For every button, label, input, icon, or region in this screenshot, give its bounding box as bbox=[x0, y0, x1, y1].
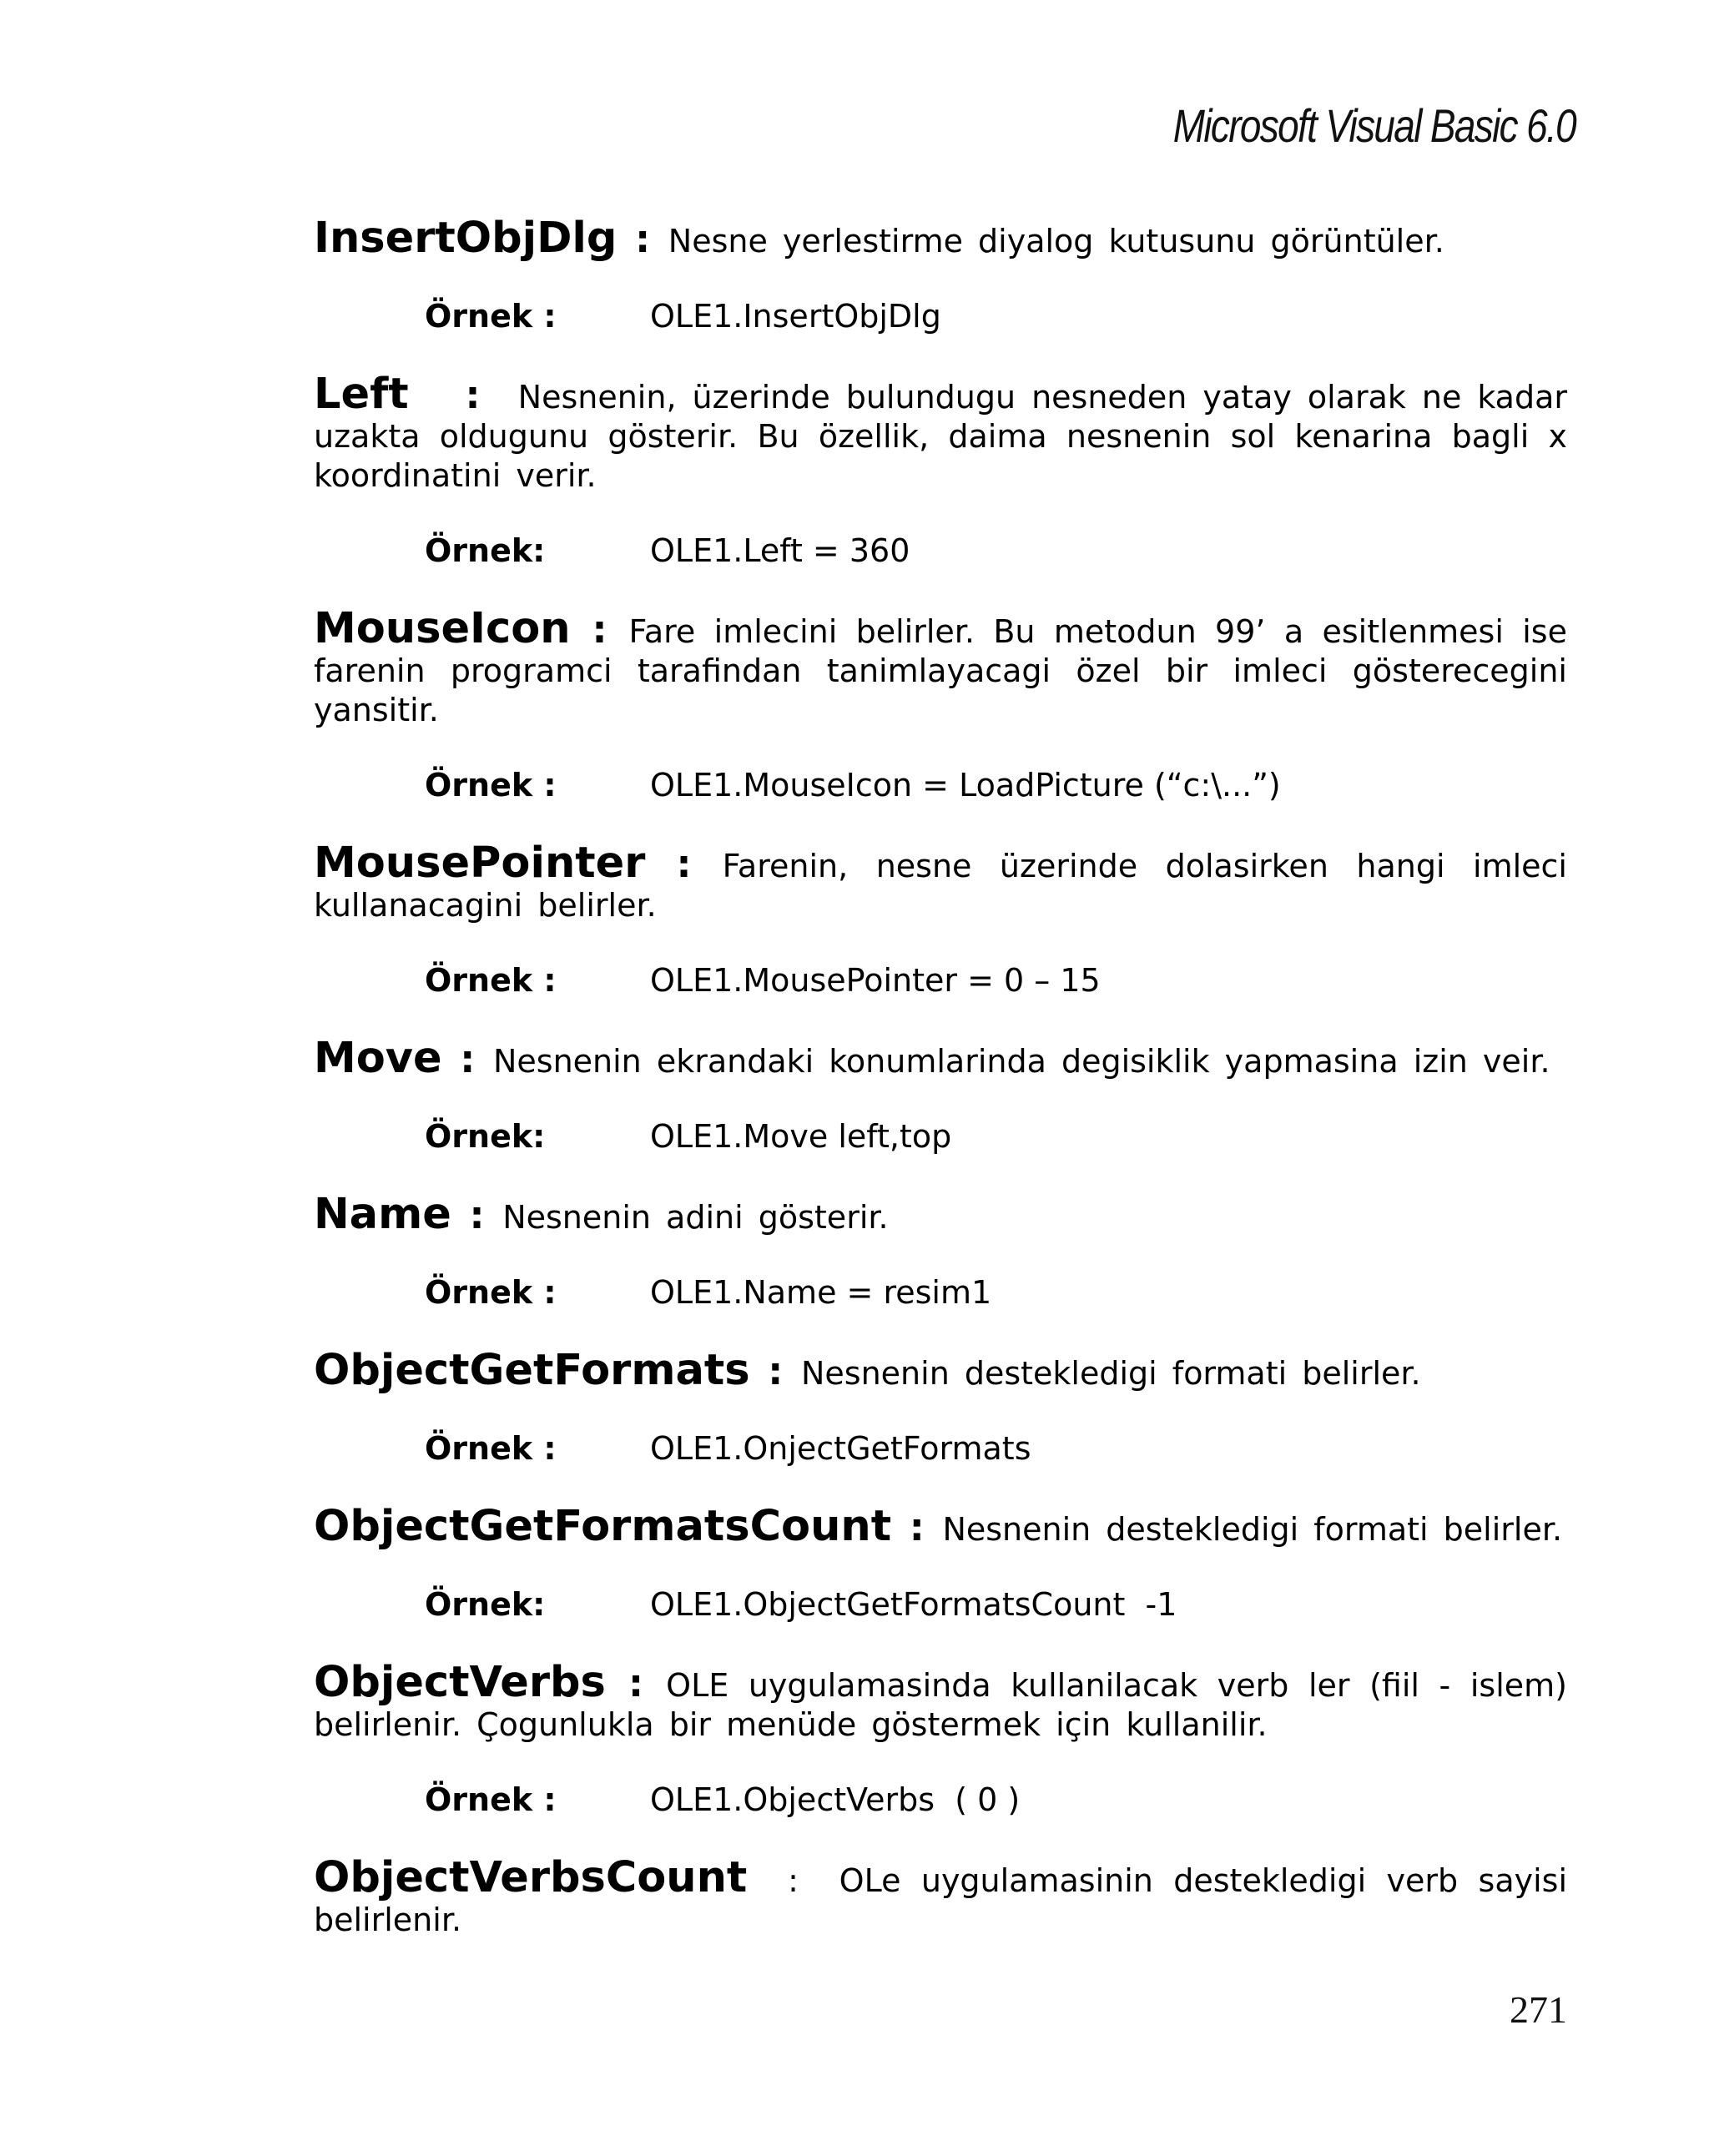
term-separator: : bbox=[605, 1661, 667, 1705]
entry-insertobjdlg bbox=[314, 214, 1567, 336]
example-line bbox=[314, 1429, 1567, 1468]
example-code: OLE1.Name = resim1 bbox=[650, 1274, 992, 1311]
example-line bbox=[314, 961, 1567, 1000]
property-list bbox=[314, 214, 1568, 1940]
definition-paragraph bbox=[314, 1853, 1567, 1940]
term-separator: : bbox=[747, 1862, 839, 1899]
entry-mouseicon bbox=[314, 604, 1567, 805]
example-line bbox=[314, 1117, 1567, 1156]
term-heading: ObjectVerbsCount bbox=[314, 1853, 748, 1902]
entry-objectverbs bbox=[314, 1658, 1567, 1820]
example-label: Örnek: bbox=[425, 532, 546, 569]
example-code: OLE1.OnjectGetFormats bbox=[650, 1430, 1031, 1467]
entry-move bbox=[314, 1034, 1567, 1156]
definition-paragraph bbox=[314, 214, 1567, 263]
example-line bbox=[314, 297, 1567, 336]
example-label: Örnek : bbox=[425, 767, 557, 803]
term-heading: InsertObjDlg bbox=[314, 214, 618, 263]
definition-paragraph bbox=[314, 1346, 1567, 1395]
term-heading: Left bbox=[314, 370, 409, 419]
example-code: OLE1.MousePointer = 0 – 15 bbox=[650, 962, 1101, 999]
term-heading: ObjectGetFormatsCount bbox=[314, 1502, 892, 1551]
definition-text: Farenin, nesne üzerinde dolasirken hangi imleci kullanacagini belirler. bbox=[314, 848, 1567, 924]
example-label: Örnek : bbox=[425, 1430, 557, 1467]
example-code: OLE1.InsertObjDlg bbox=[650, 298, 941, 335]
example-line bbox=[314, 1781, 1567, 1820]
term-heading: ObjectGetFormats bbox=[314, 1346, 750, 1395]
definition-text: Nesnenin, üzerinde bulundugu nesneden yatay olarak ne kadar uzakta oldugunu gösterir. Bu özellik, daima nesnenin sol kenarina bagli x koordinatini verir. bbox=[314, 379, 1568, 494]
term-separator: : bbox=[617, 217, 668, 261]
definition-text: Nesnenin destekledigi formati belirler. bbox=[942, 1511, 1563, 1548]
definition-paragraph bbox=[314, 604, 1567, 730]
entry-name bbox=[314, 1190, 1567, 1312]
example-code: OLE1.Left = 360 bbox=[650, 532, 910, 569]
term-separator: : bbox=[570, 607, 629, 652]
term-separator: : bbox=[645, 842, 723, 886]
definition-text: Nesnenin ekrandaki konumlarinda degisiklik yapmasina izin veir. bbox=[492, 1043, 1550, 1080]
example-label: Örnek : bbox=[425, 1274, 557, 1311]
term-separator: : bbox=[891, 1505, 943, 1549]
definition-text: Nesne yerlestirme diyalog kutusunu görüntüler. bbox=[668, 223, 1444, 259]
running-header: Microsoft Visual Basic 6.0 bbox=[1172, 99, 1575, 152]
example-label: Örnek : bbox=[425, 1781, 557, 1818]
entry-left bbox=[314, 370, 1568, 571]
example-line bbox=[314, 766, 1567, 805]
example-label: Örnek: bbox=[425, 1118, 546, 1155]
term-heading: Move bbox=[314, 1034, 442, 1083]
example-code: OLE1.ObjectGetFormatsCount -1 bbox=[650, 1586, 1177, 1623]
entry-objectgetformats bbox=[314, 1346, 1567, 1468]
term-heading: ObjectVerbs bbox=[314, 1658, 606, 1707]
example-label: Örnek : bbox=[425, 962, 557, 999]
example-label: Örnek: bbox=[425, 1586, 546, 1623]
term-separator: : bbox=[451, 1193, 503, 1237]
entry-mousepointer bbox=[314, 839, 1567, 1000]
term-heading: Name bbox=[314, 1190, 451, 1239]
definition-text: Nesnenin adini gösterir. bbox=[502, 1199, 889, 1236]
page-number: 271 bbox=[1510, 1988, 1567, 2031]
definition-paragraph bbox=[314, 1502, 1567, 1551]
definition-text: OLE uygulamasinda kullanilacak verb ler (fiil - islem) belirlenir. Çogunlukla bir menüde göstermek için kullanilir. bbox=[314, 1667, 1567, 1743]
term-heading: MousePointer bbox=[314, 839, 646, 888]
entry-objectverbscount bbox=[314, 1853, 1567, 1940]
example-code: OLE1.Move left,top bbox=[650, 1118, 952, 1155]
example-label: Örnek : bbox=[425, 298, 557, 335]
term-heading: MouseIcon bbox=[314, 604, 571, 653]
term-separator: : bbox=[441, 1037, 493, 1081]
entry-objectgetformatscount bbox=[314, 1502, 1567, 1625]
definition-paragraph bbox=[314, 1034, 1567, 1083]
definition-paragraph bbox=[314, 1658, 1567, 1745]
example-code: OLE1.ObjectVerbs ( 0 ) bbox=[650, 1781, 1021, 1818]
definition-text: Nesnenin destekledigi formati belirler. bbox=[800, 1355, 1421, 1392]
definition-paragraph bbox=[314, 839, 1567, 925]
example-line bbox=[314, 531, 1567, 571]
definition-text: Fare imlecini belirler. Bu metodun 99’ a esitlenmesi ise farenin programci tarafindan tanimlayacagi özel bir imleci gösterecegini yansitir. bbox=[314, 613, 1567, 728]
definition-paragraph bbox=[314, 370, 1568, 496]
term-separator: : bbox=[408, 373, 518, 417]
term-separator: : bbox=[749, 1349, 801, 1393]
definition-paragraph bbox=[314, 1190, 1567, 1239]
definition-text: OLe uygulamasinin destekledigi verb sayisi belirlenir. bbox=[314, 1862, 1567, 1938]
example-code: OLE1.MouseIcon = LoadPicture (“c:\...”) bbox=[650, 767, 1281, 803]
example-line bbox=[314, 1585, 1567, 1625]
example-line bbox=[314, 1273, 1567, 1312]
